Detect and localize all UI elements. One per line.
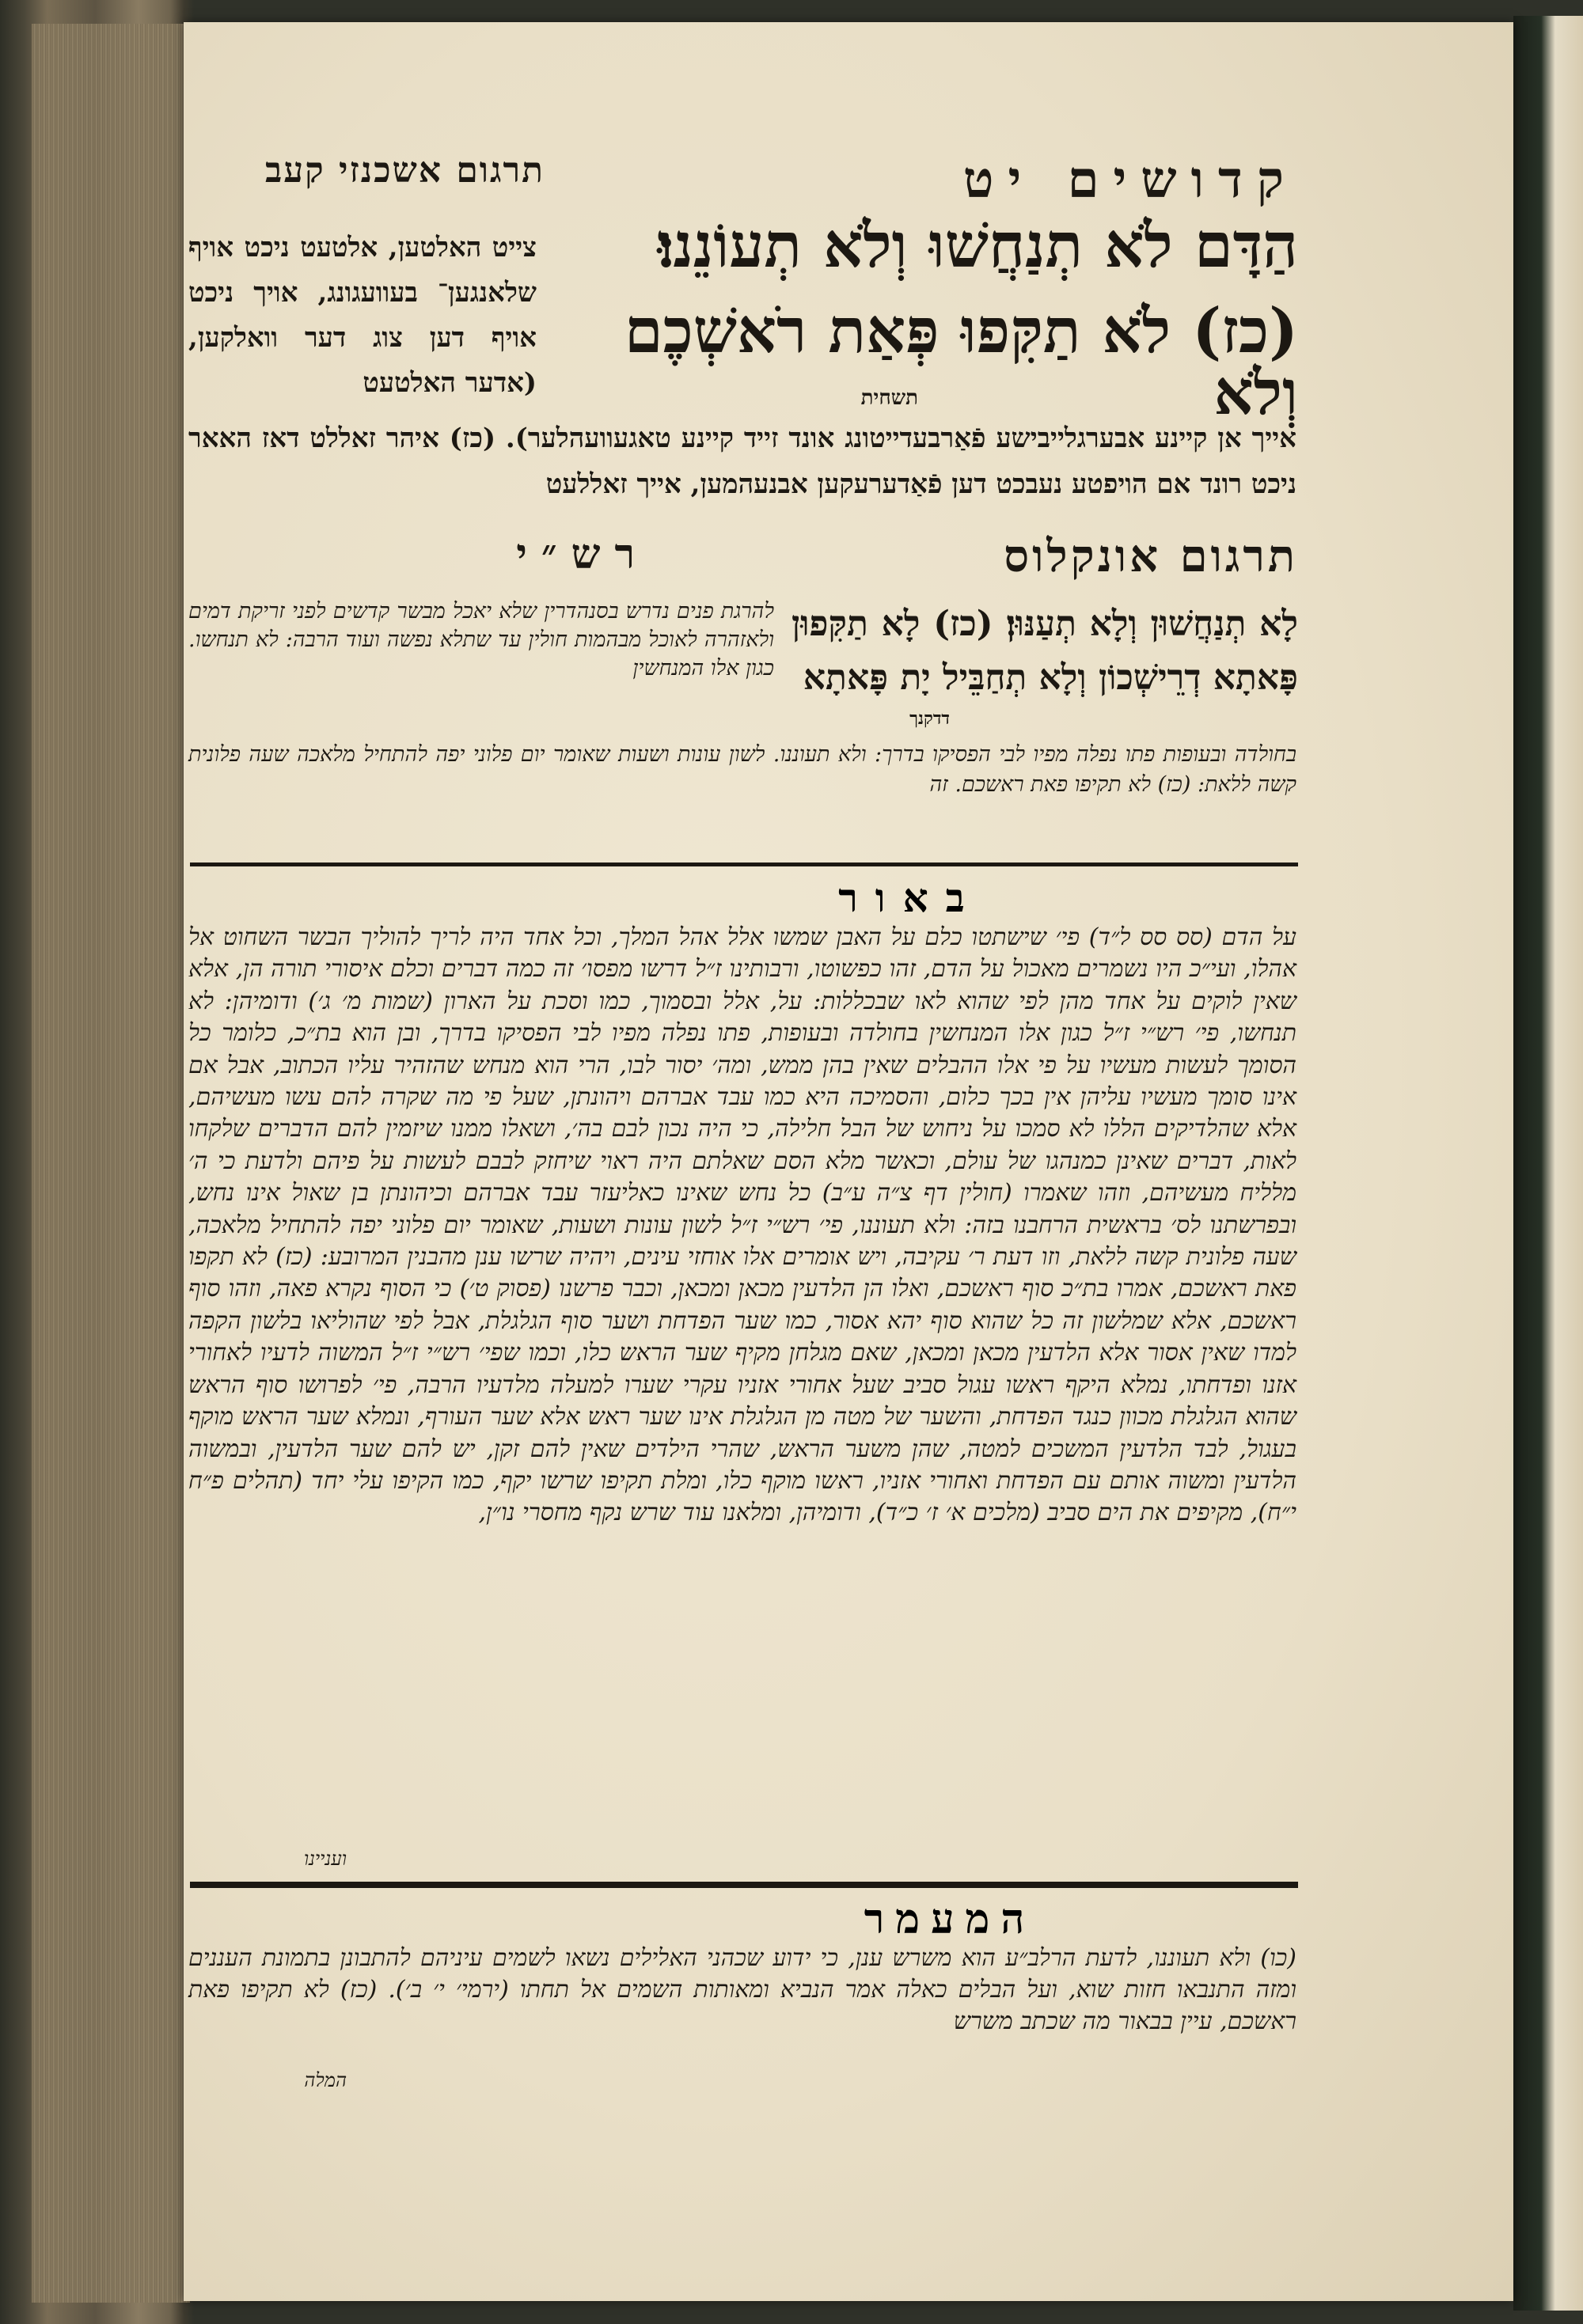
section-divider-2	[190, 1882, 1298, 1888]
running-header-right: קדושים יט	[962, 150, 1298, 210]
biur-title: באור	[838, 874, 982, 921]
rashi-text-continued: בחולדה ובעופות פתו נפלה מפיו לבי הפסיקו בדרך: ולא תעוננו. לשון עונות ושעות שאומר יום פלוני יפה להתחיל מלאכה שעה פלונית קשה ללאת: (כז) לא תקיפו פאת ראשכם. זה	[188, 742, 1296, 797]
verse-line-1: הַדָּם לֹא תְנַחֲשׁוּ וְלֹא תְעוֹנֵנוּ׃	[657, 210, 1298, 282]
onkelos-title: תרגום אונקלוס	[1004, 530, 1298, 582]
section-divider	[190, 862, 1298, 866]
facing-page-edge	[1513, 16, 1583, 2311]
verse-line-2: (כז) לֹא תַקִּפוּ פְּאַת רֹאשְׁכֶם וְלֹא	[624, 295, 1298, 429]
measef-commentary: (כו) ולא תעוננו, לדעת הרלב״ע הוא משרש ענן, כי ידוע שכהני האלילים נשאו לשמים עיניהם להתבונן בתמונת העננים ומזה התנבאו חזות שוא, ועל הבלים כאלה אמר הנביא ומאותות השמים אל תחתו (ירמי׳ י׳ ב׳). (כז) לא תקיפו פאת ראשכם, עיין בבאור מה שכתב משרש	[188, 1944, 1296, 2035]
page-edge-stack	[32, 24, 190, 2303]
verse-catchword: תשחית	[860, 386, 918, 410]
rashi-title: רש״י	[516, 530, 649, 578]
onkelos-catchword: דדקנך	[909, 708, 950, 729]
onkelos-text: לָא תְנַחֲשׁוּן וְלָא תְעַנּוּן׃ (כז) לָא תַקִּפוּן פָּאתָא דְרֵישְׁכוֹן וְלָא תְחַבֵּיל יָת פָּאתָא	[792, 604, 1298, 698]
measef-catchword: המלה	[304, 2069, 347, 2091]
biur-commentary: על הדם (סס סס ל״ד) פי׳ שישתטו כלם על האבן שמשו אלל אהל המלך, וכל אחד היה לריך להוליך הבשר השחוט אל אהלו, ועי״כ היו נשמרים מאכול על הדם, זהו כפשוטו, ורבותינו ז״ל דרשו מפסו׳ זה כמה דברים וכלם איסורי תורה הן, אלא שאין לוקים על אחד מהן לפי שהוא לאו שבכללות: על, אלל ובסמוך, כמו וסכת על הארון (שמות מ׳ ג׳) ודומיהן: לא תנחשו, פי׳ רש״י ז״ל כגון אלו המנחשין בחולדה ובעופות, פתו נפלה מפיו לבי הפסיקו בדרך, ובן הוא בת״כ, כלומר כל הסומך לעשות מעשיו על פי אלו ההבלים שאין בהן ממש, ומה׳ יסור לבו, הרי הוא מנחש שהזהיר עליו הכתוב, אבל אם אינו סומך מעשיו עליהן אין בכך כלום, והסמיכה היא כמו עבד אברהם ויהונתן, שעל פי מה שקרה להם עשו מעשיהם, אלא שהלדיקים הללו לא סמכו על ניחוש של הבל חלילה, כי היה נכון לבם בה׳, ושאלו ממנו שיזמין להם הדברים שלקחו לאות, דברים שאינן כמנהגו של עולם, וכאשר מלא הסם שאלתם היה ראוי שיחזק לבבם לעשות על פיהם ולדעת כי ה׳ מלליח מעשיהם, וזהו שאמרו (חולין דף צ״ה ע״ב) כל נחש שאינו כאליעזר עבד אברהם וכיהונתן בן שאול אינו נחש, ובפרשתנו לס׳ בראשית הרחבנו בזה: ולא תעוננו, פי׳ רש״י ז״ל לשון עונות ושעות, שאומר יום פלוני יפה להתחיל מלאכה, שעה פלונית קשה ללאת, וזו דעת ר׳ עקיבה, ויש אומרים אלו אוחזי עינים, ויהיה שרשו ענן מהבנין המרובע: (כז) לא תקפו פאת ראשכם, אמרו בת״כ סוף ראשכם, ואלו הן הלדעין מכאן ומכאן, וכבר פרשנו (פסוק ט׳) כי הסוף נקרא פאה, וזהו סוף ראשכם, אלא שמלשון זה כל שהוא סוף יהא אסור, כמו שער הפדחת ושער סוף הגלגלת, אבל לפי שהוליאו בלשון הקפה למדו שאין אסור אלא הלדעין מכאן ומכאן, שאם מגלחן מקיף שער הראש כלו, וכמו שפי׳ רש״י ז״ל המשוה לדעיו לאחורי אזנו ופדחתו, נמלא היקף ראשו עגול סביב שעל אחורי אזניו עקרי שערו למעלה מלדעיו הרבה, פי׳ לפרושו סוף הראש שהוא הגלגלת מכוון כנגד הפדחת, והשער של מטה מן הגלגלת אינו שער ראש אלא שער העורף, ונמלא שער הראש מוקף בעגול, לבד הלדעין המשכים למטה, שהן משער הראש, שהרי הילדים שאין להם זקן, יש להם שער הלדעין, ובמשוה הלדעין ומשוה אותם עם הפדחת ואחורי אזניו, ראשו מוקף כלו, ומלת תקיפו שרשו יקף, כמו הקיפו עלי יחד (תהלים פ״ח י״ח), מקיפים את הים סביב (מלכים א׳ ז׳ כ״ד), ודומיהן, ומלאנו עוד שרש נקף מחסרי נו״ן,	[188, 923, 1297, 1527]
biur-catchword: ועניינו	[303, 1848, 347, 1870]
rashi-text: להרגת פנים נדרש בסנהדרין שלא יאכל מבשר קדשים לפני זריקת דמים ולאזהרה לאוכל מבהמות חולין עד שתלא נפשה ועוד הרבה: לא תנחשו. כגון אלו המנחשין	[188, 599, 774, 681]
yiddish-translation-full: אייך אן קיינע אבערגלייבישע פֿאַרבעדייטונג אונד זייד קיינע טאגעוועהלער). (כז) איהר זאללט דאז האאר ניכט רונד אם הויפטע נעבכט דען פֿאַדערעקען אבנעהמען, אייך זאללעט	[188, 423, 1296, 500]
measef-title: המעמר	[864, 1895, 1036, 1943]
running-header-left: תרגום אשכנזי קעב	[265, 150, 545, 191]
yiddish-translation-side: צייט האלטען, אלטעט ניכט אויף שלאנגען־ בעוועגונג, אויך ניכט אויף דען צוג דער וואלקען, (אדער האלטעט	[188, 232, 537, 399]
